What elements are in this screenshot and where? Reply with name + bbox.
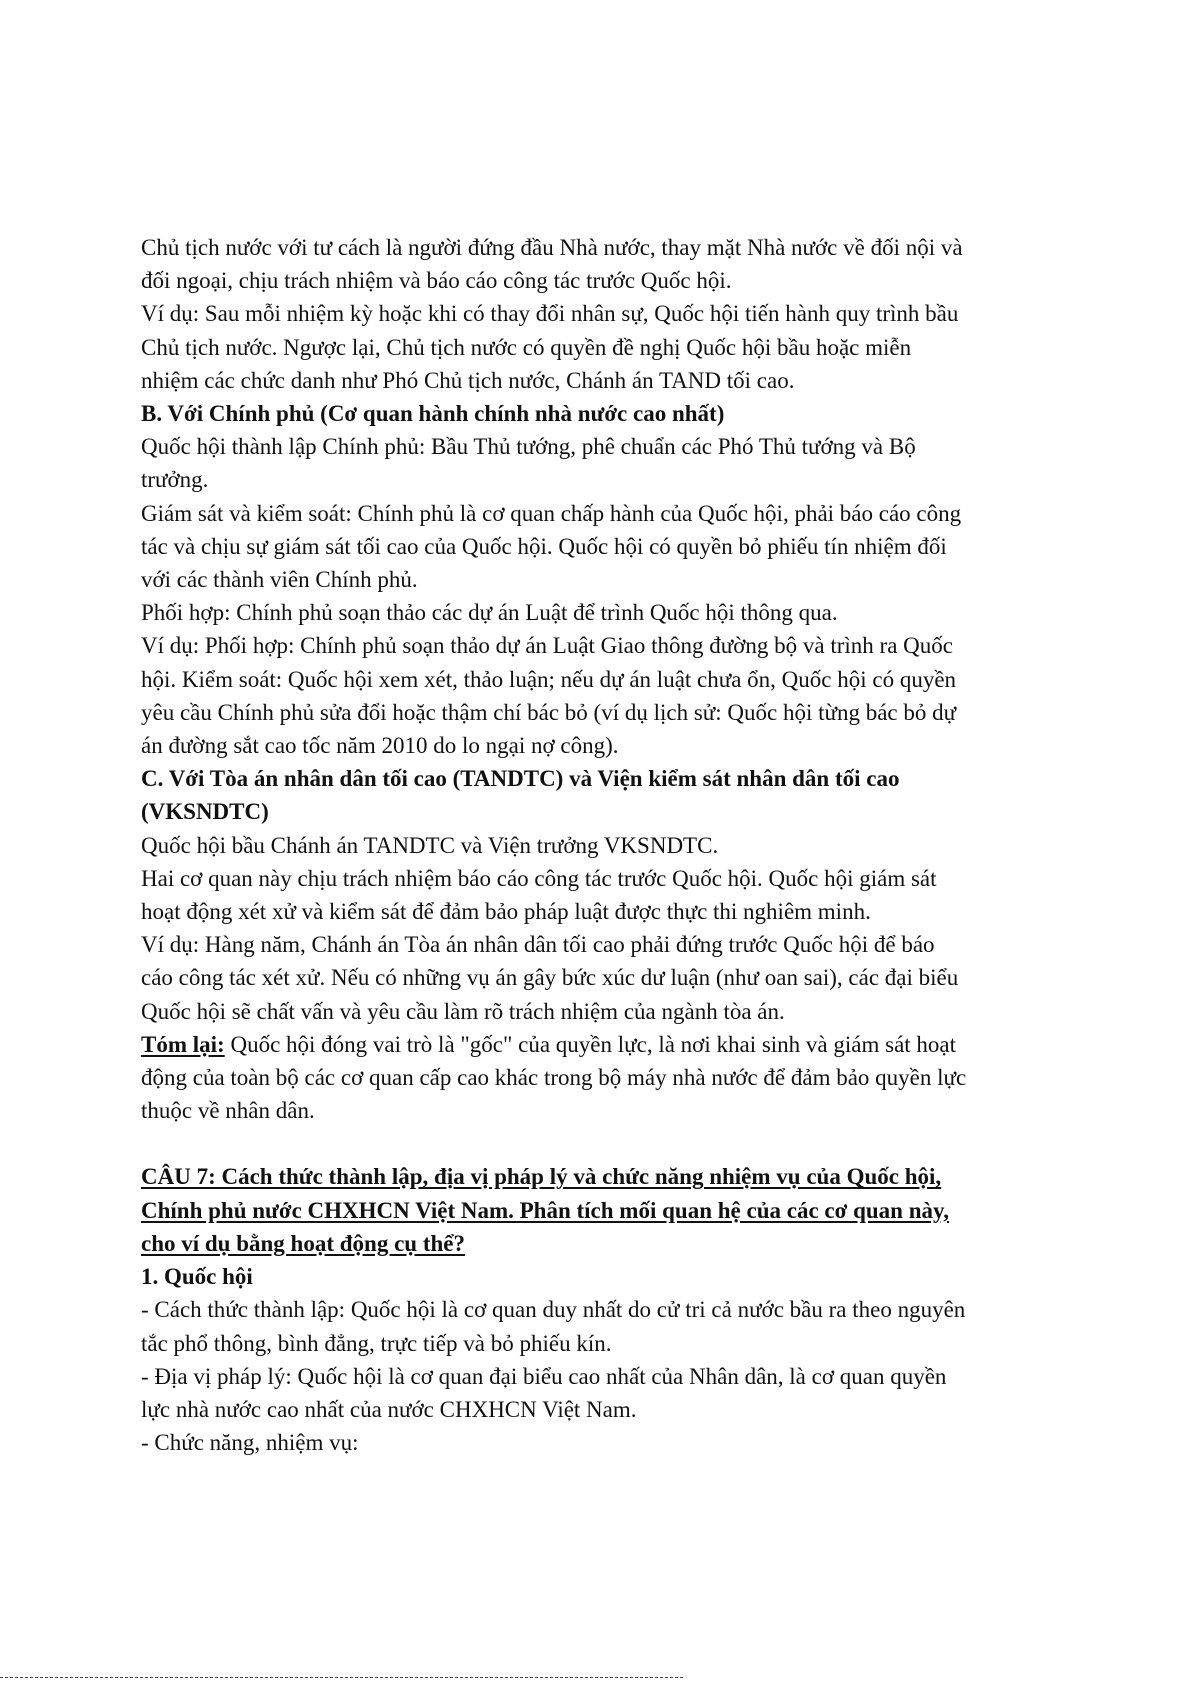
paragraph-court-example xyxy=(141,928,1061,1028)
text-line: Giám sát và kiểm soát: Chính phủ là cơ quan chấp hành của Quốc hội, phải báo cáo công xyxy=(141,500,962,526)
text-line: hoạt động xét xử và kiểm sát để đảm bảo pháp luật được thực thi nghiêm minh. xyxy=(141,899,871,925)
text-line: Ví dụ: Phối hợp: Chính phủ soạn thảo dự án Luật Giao thông đường bộ và trình ra Quốc xyxy=(141,633,953,659)
spacer xyxy=(141,1127,1061,1160)
paragraph-government-example xyxy=(141,629,1061,762)
question-line: CÂU 7: Cách thức thành lập, địa vị pháp lý và chức năng nhiệm vụ của Quốc hội, xyxy=(141,1164,942,1190)
text-line: Quốc hội thành lập Chính phủ: Bầu Thủ tướng, phê chuẩn các Phó Thủ tướng và Bộ xyxy=(141,434,916,460)
paragraph-government-coordination xyxy=(141,596,1061,629)
text-line: Quốc hội bầu Chánh án TANDTC và Viện trưởng VKSNDTC. xyxy=(141,832,719,858)
text-line: Ví dụ: Hàng năm, Chánh án Tòa án nhân dân tối cao phải đứng trước Quốc hội để báo xyxy=(141,932,935,958)
page-bottom-rule xyxy=(0,1677,683,1679)
text-line: cáo công tác xét xử. Nếu có những vụ án gây bức xúc dư luận (như oan sai), các đại biểu xyxy=(141,965,959,991)
text-line: hội. Kiểm soát: Quốc hội xem xét, thảo luận; nếu dự án luật chưa ổn, Quốc hội có quyền xyxy=(141,666,957,692)
text-line: lực nhà nước cao nhất của nước CHXHCN Việt Nam. xyxy=(141,1396,637,1422)
text-line: Ví dụ: Sau mỗi nhiệm kỳ hoặc khi có thay đổi nhân sự, Quốc hội tiến hành quy trình bầu xyxy=(141,301,959,327)
paragraph-assembly-legal-status xyxy=(141,1360,1061,1426)
paragraph-assembly-functions: - Chức năng, nhiệm vụ: xyxy=(141,1430,359,1456)
paragraph-government-formation xyxy=(141,430,1061,496)
question-line: Chính phủ nước CHXHCN Việt Nam. Phân tích mối quan hệ của các cơ quan này, xyxy=(141,1197,949,1223)
paragraph-assembly-formation xyxy=(141,1293,1061,1359)
document-body xyxy=(141,231,1061,1459)
paragraph-court-reporting xyxy=(141,862,1061,928)
question-line: cho ví dụ bằng hoạt động cụ thể? xyxy=(141,1230,465,1256)
question-7-heading xyxy=(141,1160,1061,1260)
heading-court-procuracy xyxy=(141,762,1061,828)
heading-line: C. Với Tòa án nhân dân tối cao (TANDTC) và Viện kiểm sát nhân dân tối cao xyxy=(141,766,900,792)
text-line: thuộc về nhân dân. xyxy=(141,1098,315,1124)
text-line: trưởng. xyxy=(141,467,209,493)
text-line: đối ngoại, chịu trách nhiệm và báo cáo công tác trước Quốc hội. xyxy=(141,268,732,294)
summary-text: Quốc hội đóng vai trò là "gốc" của quyền lực, là nơi khai sinh và giám sát hoạt xyxy=(224,1031,957,1057)
text-line: tắc phổ thông, bình đẳng, trực tiếp và bỏ phiếu kín. xyxy=(141,1330,612,1356)
text-line: Chủ tịch nước. Ngược lại, Chủ tịch nước có quyền đề nghị Quốc hội bầu hoặc miễn xyxy=(141,334,912,360)
text-line: động của toàn bộ các cơ quan cấp cao khác trong bộ máy nhà nước để đảm bảo quyền lực xyxy=(141,1065,967,1091)
text-line: Chủ tịch nước với tư cách là người đứng đầu Nhà nước, thay mặt Nhà nước về đối nội và xyxy=(141,235,963,260)
summary-label: Tóm lại: xyxy=(141,1031,225,1057)
text-line: Phối hợp: Chính phủ soạn thảo các dự án Luật để trình Quốc hội thông qua. xyxy=(141,600,838,626)
text-line: nhiệm các chức danh như Phó Chủ tịch nước, Chánh án TAND tối cao. xyxy=(141,367,795,393)
text-line: Quốc hội sẽ chất vấn và yêu cầu làm rõ trách nhiệm của ngành tòa án. xyxy=(141,998,785,1024)
heading-national-assembly: 1. Quốc hội xyxy=(141,1264,253,1290)
heading-government: B. Với Chính phủ (Cơ quan hành chính nhà nước cao nhất) xyxy=(141,401,725,427)
text-line: - Cách thức thành lập: Quốc hội là cơ quan duy nhất do cử tri cả nước bầu ra theo nguyên xyxy=(141,1297,966,1323)
paragraph-government-supervision xyxy=(141,497,1061,597)
text-line: án đường sắt cao tốc năm 2010 do lo ngại nợ công). xyxy=(141,733,619,759)
text-line: - Địa vị pháp lý: Quốc hội là cơ quan đại biểu cao nhất của Nhân dân, là cơ quan quyền xyxy=(141,1363,947,1389)
text-line xyxy=(141,1028,1061,1061)
paragraph-president-example xyxy=(141,297,1061,397)
paragraph-summary xyxy=(141,1028,1061,1128)
text-line: yêu cầu Chính phủ sửa đổi hoặc thậm chí bác bỏ (ví dụ lịch sử: Quốc hội từng bác bỏ dự xyxy=(141,699,957,725)
text-line: Hai cơ quan này chịu trách nhiệm báo cáo công tác trước Quốc hội. Quốc hội giám sát xyxy=(141,865,937,891)
paragraph-president-role xyxy=(141,231,1061,297)
paragraph-court-election xyxy=(141,829,1061,862)
heading-line: (VKSNDTC) xyxy=(141,799,269,825)
text-line: với các thành viên Chính phủ. xyxy=(141,567,418,593)
text-line: tác và chịu sự giám sát tối cao của Quốc hội. Quốc hội có quyền bỏ phiếu tín nhiệm đối xyxy=(141,533,947,559)
